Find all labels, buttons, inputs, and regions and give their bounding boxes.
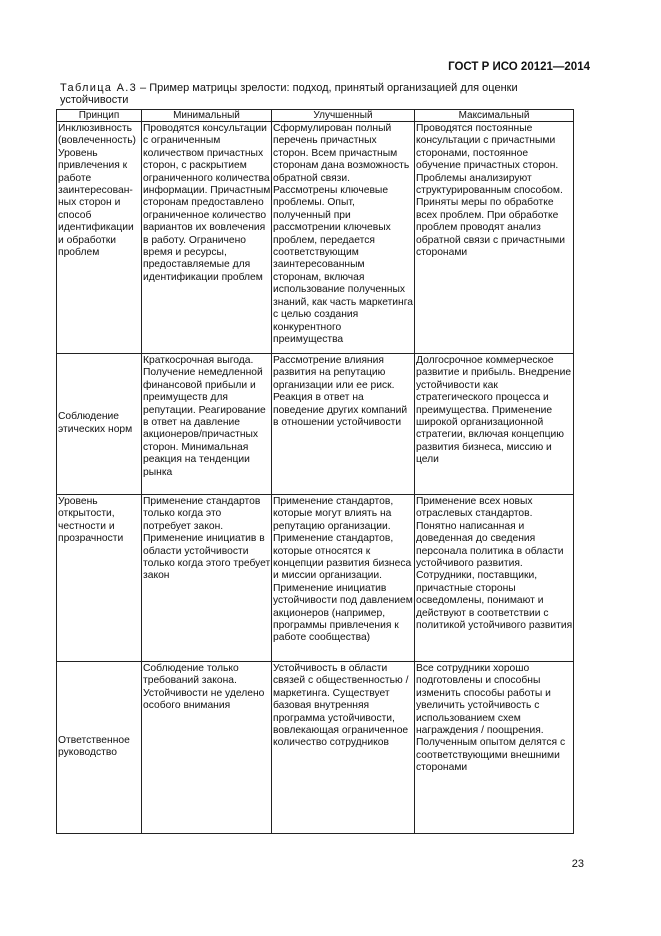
improved-cell: Рассмотрение влияния развития на репутацию организации или ее риск. Реакция в ответ на поведение других компаний в отношении устойчивости — [272, 354, 415, 495]
principle-cell: Инклюзивность (вовлеченность) Уровень привлечения к работе заинтересован-ных сторон и способ идентификации и обработки проблем — [57, 122, 142, 354]
standard-designation: ГОСТ Р ИСО 20121—2014 — [448, 61, 590, 73]
principle-cell: Уровень открытости, честности и прозрачности — [57, 495, 142, 662]
table-row — [57, 495, 574, 662]
minimal-cell: Соблюдение только требований закона. Устойчивости не уделено особого внимания — [142, 662, 272, 834]
column-header-improved: Улучшенный — [272, 110, 415, 122]
maximal-cell: Долгосрочное коммерческое развитие и прибыль. Внедрение устойчивости как стратегического процесса и преимущества. Применение широкой организационной стратегии, включая концепцию развития бизнеса, миссию и цели — [415, 354, 574, 495]
principle-cell: Соблюдение этических норм — [57, 354, 142, 495]
maximal-cell: Проводятся постоянные консультации с причастными сторонами, постоянное обучение причастных сторон. Проблемы анализируют структурированным способом. Приняты меры по обработке всех проблем. При обработке проблем проводят анализ обратной связи с причастными сторонами — [415, 122, 574, 354]
table-row — [57, 122, 574, 354]
table-row — [57, 662, 574, 834]
improved-cell: Сформулирован полный перечень причастных сторон. Всем причастным сторонам дана возможность обратной связи. Рассмотрены ключевые проблемы. Опыт, полученный при рассмотрении ключевых проблем, передается соответствующим заинтересованным сторонам, включая использование полученных знаний, как часть маркетинга с целью создания конкурентного преимущества — [272, 122, 415, 354]
minimal-cell: Применение стандартов только когда это потребует закон. Применение инициатив в области устойчивости только когда этого требует закон — [142, 495, 272, 662]
minimal-cell: Краткосрочная выгода. Получение немедленной финансовой прибыли и преимуществ для репутации. Реагирование в ответ на давление акционеров/причастных сторон. Минимальная реакция на тенденции рынка — [142, 354, 272, 495]
table-row — [57, 354, 574, 495]
improved-cell: Устойчивость в области связей с общественностью / маркетинга. Существует базовая внутренняя программа устойчивости, вовлекающая ограниченное количество сотрудников — [272, 662, 415, 834]
table-header-row — [57, 110, 574, 122]
column-header-minimal: Минимальный — [142, 110, 272, 122]
maturity-matrix-table — [56, 109, 574, 834]
column-header-maximal: Максимальный — [415, 110, 574, 122]
improved-cell: Применение стандартов, которые могут влиять на репутацию организации. Применение стандартов, которые относятся к концепции развития бизнеса и миссии организации. Применение инициатив устойчивости под давлением акционеров (например, программы привлечения к работе сообщества) — [272, 495, 415, 662]
table-caption-text: – Пример матрицы зрелости: подход, принятый организацией для оценки устойчивости — [60, 82, 518, 106]
minimal-cell: Проводятся консультации с ограниченным количеством причастных сторон, с раскрытием ограниченного количества информации. Причастным сторонам предоставлено ограниченное количество вариантов их вовлечения в работу. Ограничено время и ресурсы, предоставляемые для идентификации проблем — [142, 122, 272, 354]
table-caption — [60, 82, 580, 106]
page-number: 23 — [571, 858, 584, 870]
column-header-principle: Принцип — [57, 110, 142, 122]
maximal-cell: Применение всех новых отраслевых стандартов. Понятно написанная и доведенная до сведения персонала политика в области устойчивого развития. Сотрудники, поставщики, причастные стороны осведомлены, понимают и действуют в соответствии с политикой устойчивого развития — [415, 495, 574, 662]
maximal-cell: Все сотрудники хорошо подготовлены и способны изменить способы работы и увеличить устойчивость с использованием схем награждения / поощрения. Полученным опытом делятся с соответствующими внешними сторонами — [415, 662, 574, 834]
principle-cell: Ответственное руководство — [57, 662, 142, 834]
table-caption-label: Таблица А.3 — [60, 82, 137, 94]
